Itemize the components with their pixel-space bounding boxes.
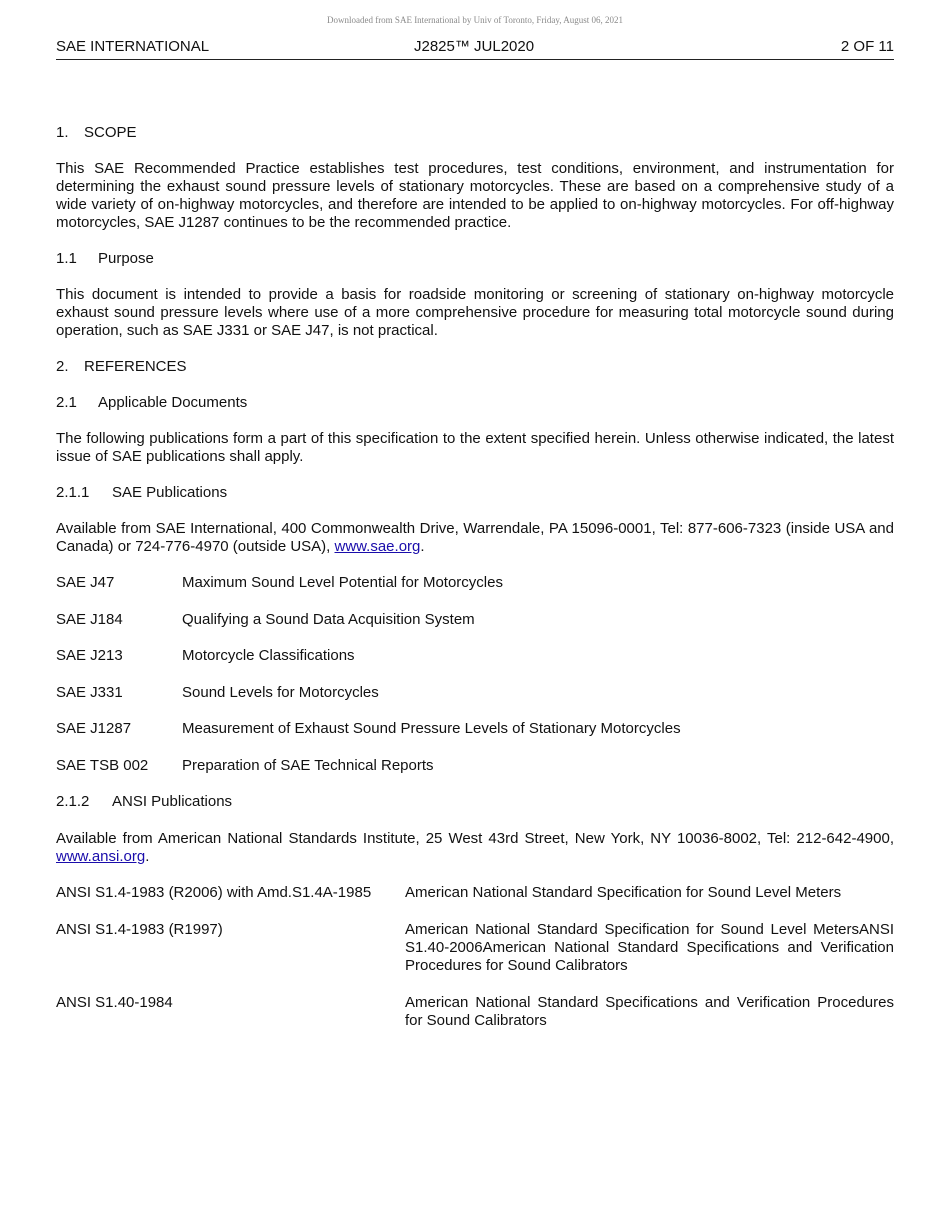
ansi-reference-row	[56, 884, 894, 902]
reference-title: American National Standard Specification for Sound Level Meters	[405, 884, 842, 901]
section-2-1-2-heading	[56, 793, 894, 811]
section-1-heading	[56, 124, 894, 142]
sae-availability-paragraph	[56, 520, 894, 556]
section-title: ANSI Publications	[112, 793, 233, 810]
applicable-documents-paragraph: The following publications form a part of this specification to the extent specified herein. Unless otherwise indicated, the latest issue of SAE publications shall apply.	[56, 430, 894, 465]
reference-code: SAE TSB 002	[56, 757, 149, 774]
reference-row	[56, 574, 894, 592]
reference-code: SAE J331	[56, 684, 123, 701]
reference-code: SAE J47	[56, 574, 115, 591]
reference-row	[56, 684, 894, 702]
reference-code: SAE J1287	[56, 720, 132, 737]
reference-title: American National Standard Specifications and Verification Procedures for Sound Calibrators	[405, 994, 894, 1029]
page-header	[56, 38, 894, 60]
ansi-availability-paragraph	[56, 830, 894, 866]
section-title: SCOPE	[84, 124, 137, 141]
reference-row	[56, 720, 894, 738]
section-number: 2.1.2	[56, 793, 90, 810]
section-2-1-1-heading	[56, 484, 894, 502]
reference-title: Sound Levels for Motorcycles	[182, 684, 379, 701]
reference-title: Motorcycle Classifications	[182, 647, 355, 664]
section-2-heading	[56, 358, 894, 376]
reference-title: Preparation of SAE Technical Reports	[182, 757, 434, 774]
reference-row	[56, 611, 894, 629]
reference-title: Maximum Sound Level Potential for Motorcycles	[182, 574, 503, 591]
reference-title: American National Standard Specification for Sound Level MetersANSI S1.40-2006American National Standard Specifications and Verification Procedures for Sound Calibrators	[405, 921, 894, 974]
section-title: REFERENCES	[84, 358, 187, 375]
section-number: 2.1	[56, 394, 77, 411]
section-number: 1.1	[56, 250, 77, 267]
reference-code: ANSI S1.40-1984	[56, 994, 173, 1011]
header-org: SAE INTERNATIONAL	[56, 38, 210, 55]
section-number: 2.1.1	[56, 484, 90, 501]
reference-row	[56, 647, 894, 665]
availability-text: Available from SAE International, 400 Commonwealth Drive, Warrendale, PA 15096-0001, Tel: 877-606-7323 (inside USA and Canada) or 724-776-4970 (outside USA),	[56, 520, 894, 555]
reference-row	[56, 757, 894, 775]
section-2-1-heading	[56, 394, 894, 412]
ansi-reference-row	[56, 921, 894, 975]
header-doc-id: J2825™ JUL2020	[414, 38, 535, 55]
section-title: SAE Publications	[112, 484, 228, 501]
section-number: 2.	[56, 358, 69, 375]
reference-code: ANSI S1.4-1983 (R1997)	[56, 921, 223, 938]
availability-end: .	[420, 538, 425, 555]
purpose-paragraph: This document is intended to provide a basis for roadside monitoring or screening of stationary on-highway motorcycle exhaust sound pressure levels where use of a more comprehensive procedure for measuring total motorcycle sound during operation, such as SAE J331 or SAE J47, is not practical.	[56, 286, 894, 339]
ansi-reference-row	[56, 994, 894, 1030]
ansi-website-link[interactable]: www.ansi.org	[56, 848, 146, 865]
section-title: Applicable Documents	[98, 394, 248, 411]
reference-title: Measurement of Exhaust Sound Pressure Levels of Stationary Motorcycles	[182, 720, 681, 737]
availability-end: .	[145, 848, 150, 865]
document-body	[56, 124, 894, 1030]
scope-paragraph: This SAE Recommended Practice establishes test procedures, test conditions, environment, and instrumentation for determining the exhaust sound pressure levels of stationary motorcycles. These are based on a comprehensive study of a wide variety of on-highway motorcycles, and therefore are intended to be applied to on-highway motorcycles. For off-highway motorcycles, SAE J1287 continues to be the recommended practice.	[56, 160, 894, 231]
reference-code: ANSI S1.4-1983 (R2006) with Amd.S1.4A-1985	[56, 884, 372, 901]
sae-website-link[interactable]: www.sae.org	[334, 538, 421, 555]
reference-code: SAE J184	[56, 611, 123, 628]
reference-title: Qualifying a Sound Data Acquisition System	[182, 611, 475, 628]
section-number: 1.	[56, 124, 69, 141]
reference-code: SAE J213	[56, 647, 123, 664]
section-title: Purpose	[98, 250, 154, 267]
header-page-number: 2 OF 11	[840, 38, 894, 55]
download-watermark: Downloaded from SAE International by Univ of Toronto, Friday, August 06, 2021	[326, 15, 624, 25]
availability-text: Available from American National Standards Institute, 25 West 43rd Street, New York, NY 10036-8002, Tel: 212-642-4900,	[56, 830, 894, 847]
section-1-1-heading	[56, 250, 894, 268]
